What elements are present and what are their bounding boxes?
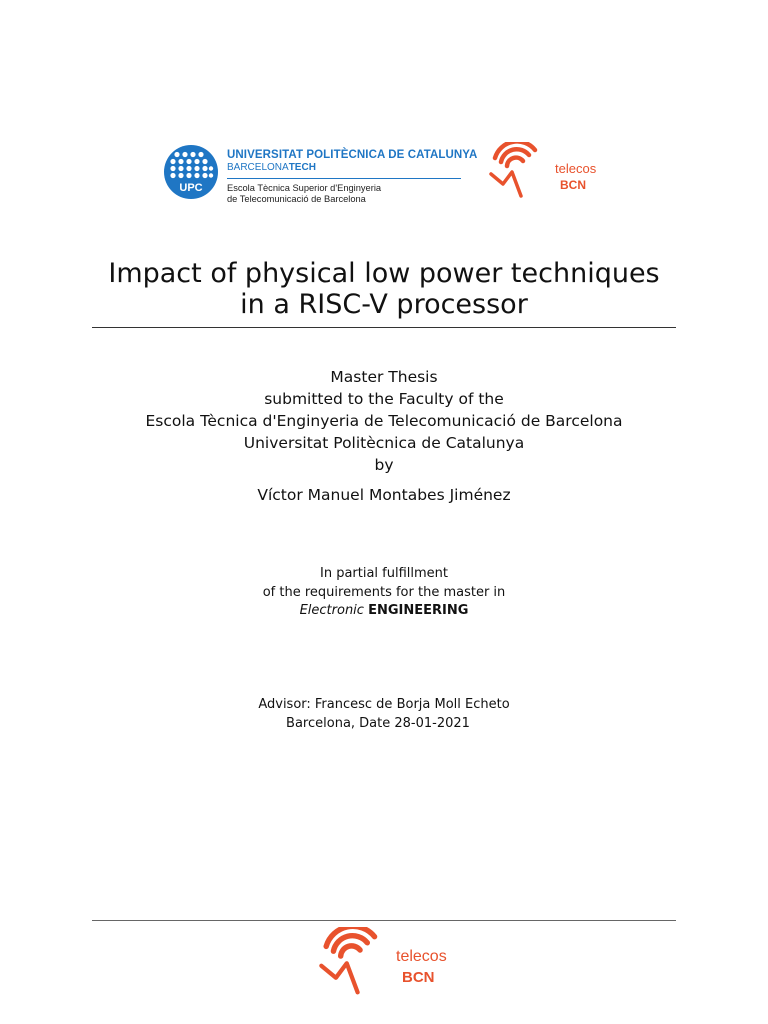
upc-campus [227,162,467,174]
submission-line-2: submitted to the Faculty of the [264,390,504,408]
place-date-line: Barcelona, Date 28-01-2021 [286,716,470,731]
upc-school-line1: Escola Tècnica Superior d'Enginyeria [227,183,382,193]
upc-wordmark [227,149,478,205]
telecos-logo-header [485,142,605,202]
telecos-antenna-icon [485,142,551,204]
telecos-word: telecos [555,161,597,176]
submission-line-5: by [374,456,394,474]
upc-campus-suffix: TECH [288,162,316,173]
footer-divider [92,920,676,921]
upc-school-line2: de Telecomunicació de Barcelona [227,194,366,204]
submission-line-4: Universitat Politècnica de Catalunya [243,434,525,452]
upc-logo-icon [163,144,219,200]
telecos-bcn: BCN [560,178,586,192]
submission-line-3: Escola Tècnica d'Enginyeria de Telecomunicació de Barcelona [145,412,623,430]
upc-divider [227,178,461,179]
fulfillment-line-2: of the requirements for the master in [262,585,506,600]
submission-line-1: Master Thesis [330,368,438,386]
telecos-logo-footer [314,927,464,1002]
fulfillment-line-1: In partial fulfillment [319,566,449,581]
telecos-bcn: BCN [402,969,435,986]
field-italic: Electronic [299,603,364,618]
header-logo-band [151,122,616,226]
title-divider [92,327,676,328]
advisor-line: Advisor: Francesc de Borja Moll Echeto [258,697,510,712]
upc-campus-prefix: BARCELONA [227,162,289,173]
upc-name: UNIVERSITAT POLITÈCNICA DE CATALUNYA [227,149,478,161]
document-title: Impact of physical low power techniques in a RISC-V processor [108,258,660,320]
upc-school-name [227,183,467,205]
telecos-antenna-icon [314,927,394,1002]
field-bold: ENGINEERING [368,603,469,618]
telecos-word: telecos [396,948,447,965]
fulfillment-field [92,602,676,619]
upc-badge-text: UPC [179,182,203,194]
author-name: Víctor Manuel Montabes Jiménez [257,486,511,504]
